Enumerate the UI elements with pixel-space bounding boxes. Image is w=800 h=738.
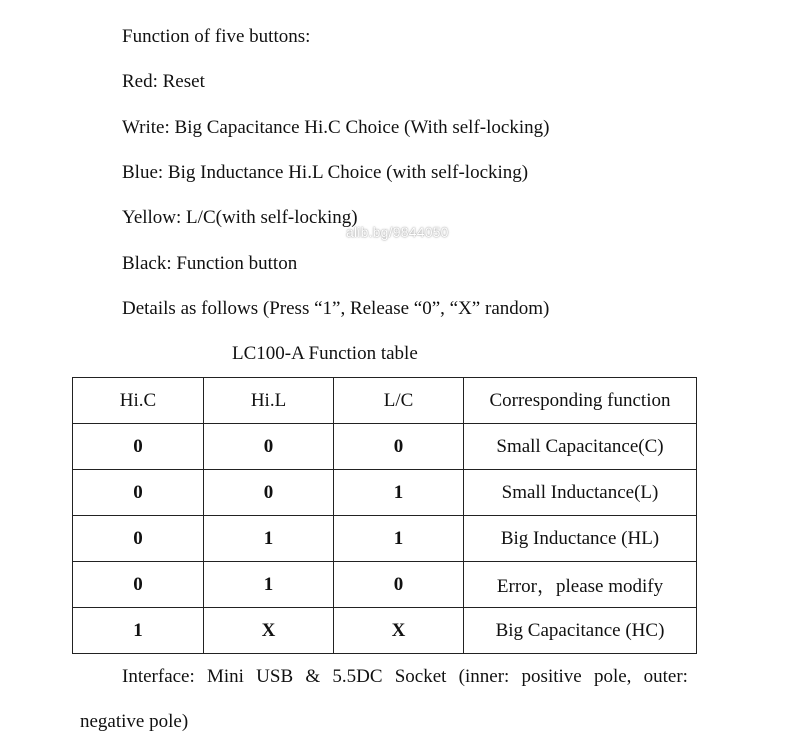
cell-hil: 1 [204,516,334,562]
watermark: alib.bg/9844050 [346,224,449,240]
interface-word: & [305,666,321,687]
cell-function: Big Capacitance (HC) [464,608,697,654]
interface-word: 5.5DC [332,666,383,687]
cell-lc: X [334,608,464,654]
write-button-desc: Write: Big Capacitance Hi.C Choice (With self-locking) [122,117,550,138]
cell-function: Big Inductance (HL) [464,516,697,562]
table-row [73,516,697,562]
header-hic: Hi.C [73,378,204,424]
cell-hil: 0 [204,470,334,516]
cell-function: Error，please modify [464,562,697,608]
table-row [73,608,697,654]
interface-word: pole, [593,666,632,687]
table-row [73,562,697,608]
red-button-desc: Red: Reset [122,71,205,92]
cell-hil: 1 [204,562,334,608]
blue-button-desc: Blue: Big Inductance Hi.L Choice (with self-locking) [122,162,529,183]
interface-word: (inner: [458,666,510,687]
cell-lc: 0 [334,562,464,608]
table-row [73,470,697,516]
yellow-button-desc: Yellow: L/C(with self-locking) [122,207,358,228]
interface-word: Interface: [122,666,195,687]
interface-word: outer: [643,666,688,687]
cell-hil: X [204,608,334,654]
heading-five-buttons: Function of five buttons: [122,26,311,47]
interface-continuation: negative pole) [80,711,189,732]
cell-lc: 1 [334,516,464,562]
header-lc: L/C [334,378,464,424]
cell-function: Small Inductance(L) [464,470,697,516]
function-table [72,377,697,654]
cell-lc: 0 [334,424,464,470]
cell-hic: 0 [73,562,204,608]
cell-hil: 0 [204,424,334,470]
cell-hic: 1 [73,608,204,654]
interface-word: Socket [394,666,447,687]
details-intro: Details as follows (Press “1”, Release “0”, “X” random) [122,298,550,319]
interface-line [122,665,688,689]
table-header-row [73,378,697,424]
interface-word: positive [521,666,582,687]
table-title: LC100-A Function table [232,343,418,364]
black-button-desc: Black: Function button [122,253,298,274]
table-row [73,424,697,470]
interface-word: USB [256,666,294,687]
cell-function: Small Capacitance(C) [464,424,697,470]
cell-hic: 0 [73,516,204,562]
header-function: Corresponding function [464,378,697,424]
cell-lc: 1 [334,470,464,516]
interface-word: Mini [207,666,244,687]
cell-hic: 0 [73,470,204,516]
cell-hic: 0 [73,424,204,470]
header-hil: Hi.L [204,378,334,424]
